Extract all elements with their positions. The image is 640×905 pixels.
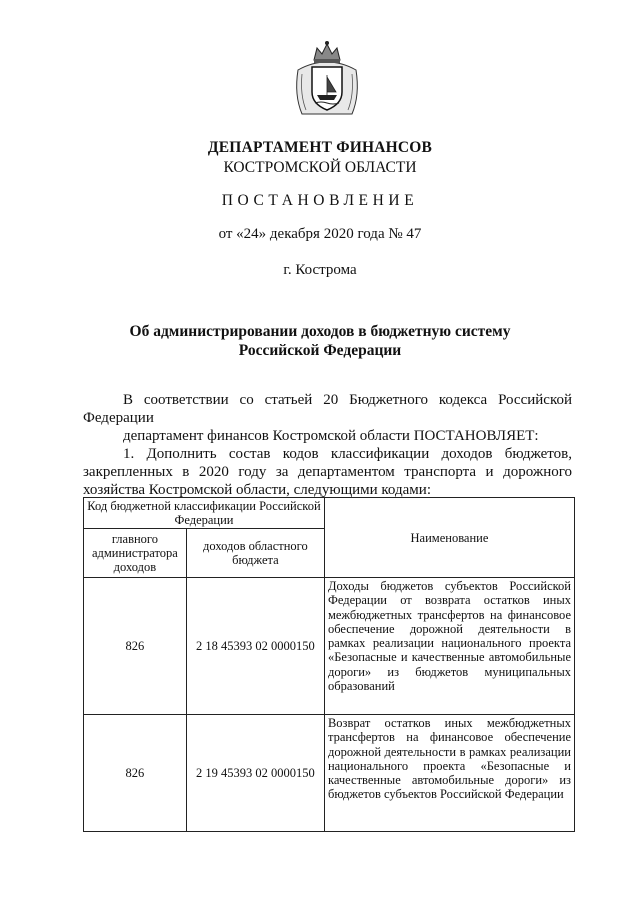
paragraph-legal-basis: В соответствии со статьей 20 Бюджетного кодекса Российской Федерации	[83, 392, 572, 426]
table-header-admin: главного администратора доходов	[84, 529, 187, 578]
table-row	[84, 578, 575, 715]
department-region: КОСТРОМСКОЙ ОБЛАСТИ	[223, 159, 417, 176]
department-name: ДЕПАРТАМЕНТ ФИНАНСОВ	[207, 139, 433, 156]
coat-of-arms-icon	[292, 40, 362, 120]
admin-code-cell: 826	[84, 578, 187, 715]
description-cell: Доходы бюджетов субъектов Российской Федерации от возврата остатков иных межбюджетных трансфертов на финансовое обеспечение дорожной деятельности в рамках реализации национального проекта «Безопасные и качественные автомобильные дороги» из бюджетов муниципальных образований	[324, 578, 574, 715]
paragraph-item-1: 1. Дополнить состав кодов классификации доходов бюджетов, закрепленных в 2020 году за департаментом транспорта и дорожного хозяйства Костромской области, следующими кодами:	[83, 446, 572, 498]
budget-code-cell: 2 18 45393 02 0000150	[186, 578, 324, 715]
table-header-name: Наименование	[324, 498, 574, 578]
paragraph-resolves: департамент финансов Костромской области ПОСТАНОВЛЯЕТ:	[123, 428, 539, 444]
document-type: ПОСТАНОВЛЕНИЕ	[221, 192, 419, 209]
table-header-code: доходов областного бюджета	[186, 529, 324, 578]
table-header-group: Код бюджетной классификации Российской Федерации	[84, 498, 325, 529]
table-row	[84, 715, 575, 832]
document-date: от «24» декабря 2020 года № 47	[218, 226, 422, 242]
document-city: г. Кострома	[283, 262, 357, 278]
classification-codes-table	[83, 497, 575, 832]
admin-code-cell: 826	[84, 715, 187, 832]
budget-code-cell: 2 19 45393 02 0000150	[186, 715, 324, 832]
description-cell: Возврат остатков иных межбюджетных трансфертов на финансовое обеспечение дорожной деятельности в рамках реализации национального проекта «Безопасные и качественные автомобильные дороги» из бюджетов субъектов Российской Федерации	[324, 715, 574, 832]
document-title-line1: Об администрировании доходов в бюджетную систему	[129, 323, 511, 340]
document-title-line2: Российской Федерации	[238, 342, 402, 359]
